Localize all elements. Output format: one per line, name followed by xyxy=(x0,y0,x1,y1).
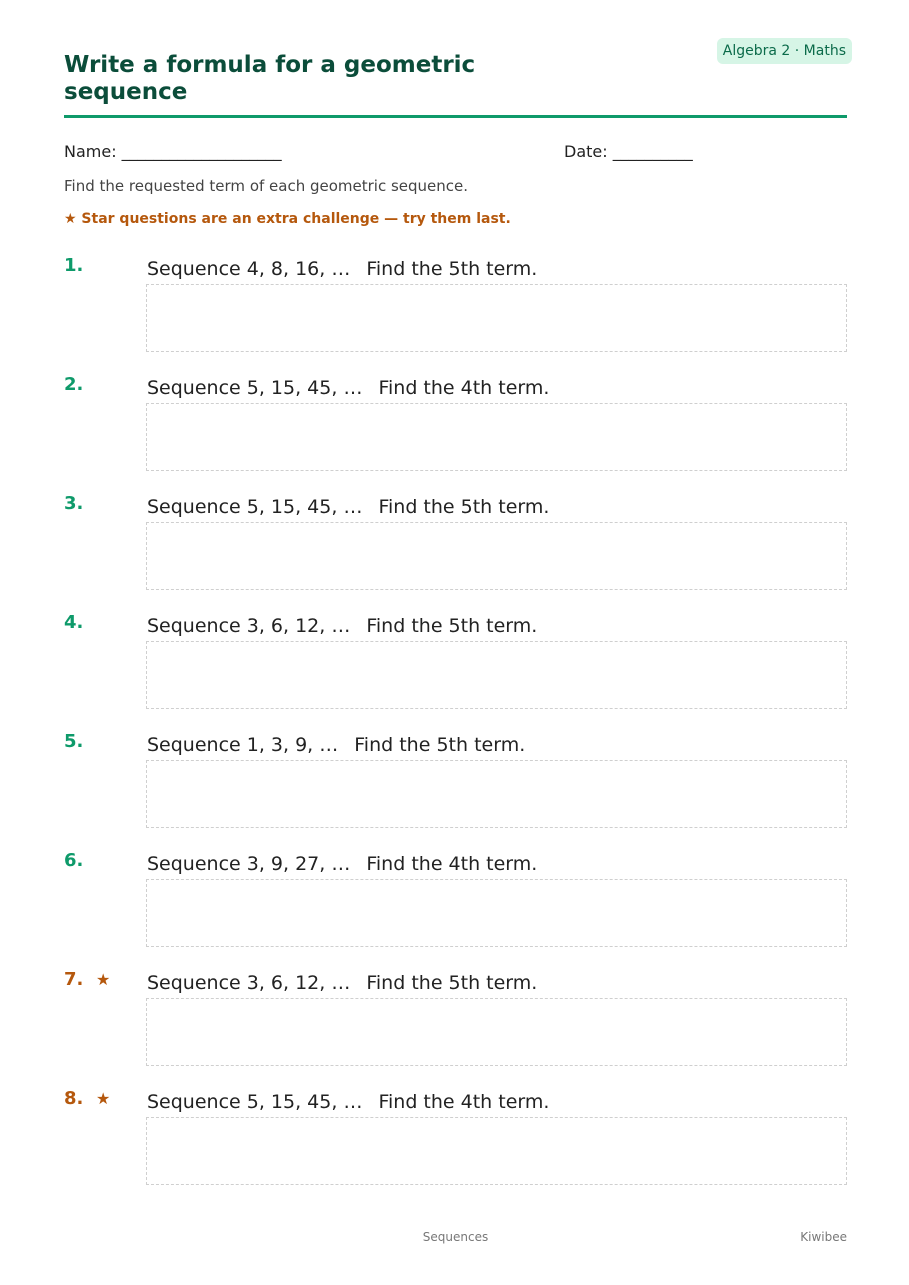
question-text xyxy=(147,852,537,876)
question-text xyxy=(147,376,549,400)
question-sequence: Sequence 3, 6, 12, … xyxy=(147,615,351,637)
answer-box[interactable] xyxy=(146,998,847,1066)
answer-box[interactable] xyxy=(146,403,847,471)
question-number: 3. xyxy=(64,493,84,514)
question-prompt: Find the 5th term. xyxy=(366,972,538,994)
worksheet-page xyxy=(64,0,847,1285)
question-3 xyxy=(64,493,847,593)
question-sequence: Sequence 5, 15, 45, … xyxy=(147,496,363,518)
name-field[interactable]: Name: ____________________ xyxy=(64,142,282,161)
question-prompt: Find the 5th term. xyxy=(366,258,538,280)
answer-box[interactable] xyxy=(146,879,847,947)
question-6 xyxy=(64,850,847,950)
question-prompt: Find the 4th term. xyxy=(378,1091,550,1113)
question-4 xyxy=(64,612,847,712)
question-number: 7. xyxy=(64,969,84,990)
footer-brand: Kiwibee xyxy=(800,1230,847,1244)
question-text xyxy=(147,1090,549,1114)
page-title: Write a formula for a geometric sequence xyxy=(64,52,476,105)
question-number: 4. xyxy=(64,612,84,633)
question-number: 2. xyxy=(64,374,84,395)
question-number: 1. xyxy=(64,255,84,276)
question-sequence: Sequence 3, 9, 27, … xyxy=(147,853,351,875)
subject-badge: Algebra 2 · Maths xyxy=(717,38,852,64)
question-number: 6. xyxy=(64,850,84,871)
question-text xyxy=(147,614,537,638)
question-7 xyxy=(64,969,847,1069)
challenge-note: ★ Star questions are an extra challenge — try them last. xyxy=(64,211,511,227)
star-icon: ★ xyxy=(96,970,111,989)
question-sequence: Sequence 4, 8, 16, … xyxy=(147,258,351,280)
footer-topic: Sequences xyxy=(422,1230,489,1244)
question-prompt: Find the 5th term. xyxy=(378,496,550,518)
question-sequence: Sequence 3, 6, 12, … xyxy=(147,972,351,994)
question-prompt: Find the 4th term. xyxy=(378,377,550,399)
question-text xyxy=(147,257,537,281)
answer-box[interactable] xyxy=(146,760,847,828)
question-1 xyxy=(64,255,847,355)
answer-box[interactable] xyxy=(146,641,847,709)
question-2 xyxy=(64,374,847,474)
question-sequence: Sequence 1, 3, 9, … xyxy=(147,734,339,756)
title-divider xyxy=(64,115,847,118)
question-text xyxy=(147,495,549,519)
answer-box[interactable] xyxy=(146,522,847,590)
question-number: 5. xyxy=(64,731,84,752)
question-text xyxy=(147,733,525,757)
question-prompt: Find the 4th term. xyxy=(366,853,538,875)
question-8 xyxy=(64,1088,847,1188)
question-5 xyxy=(64,731,847,831)
answer-box[interactable] xyxy=(146,284,847,352)
instructions-text: Find the requested term of each geometric sequence. xyxy=(64,177,469,195)
question-number: 8. xyxy=(64,1088,84,1109)
question-text xyxy=(147,971,537,995)
question-prompt: Find the 5th term. xyxy=(354,734,526,756)
answer-box[interactable] xyxy=(146,1117,847,1185)
question-sequence: Sequence 5, 15, 45, … xyxy=(147,377,363,399)
date-field[interactable]: Date: __________ xyxy=(564,142,693,161)
question-prompt: Find the 5th term. xyxy=(366,615,538,637)
star-icon: ★ xyxy=(96,1089,111,1108)
question-sequence: Sequence 5, 15, 45, … xyxy=(147,1091,363,1113)
